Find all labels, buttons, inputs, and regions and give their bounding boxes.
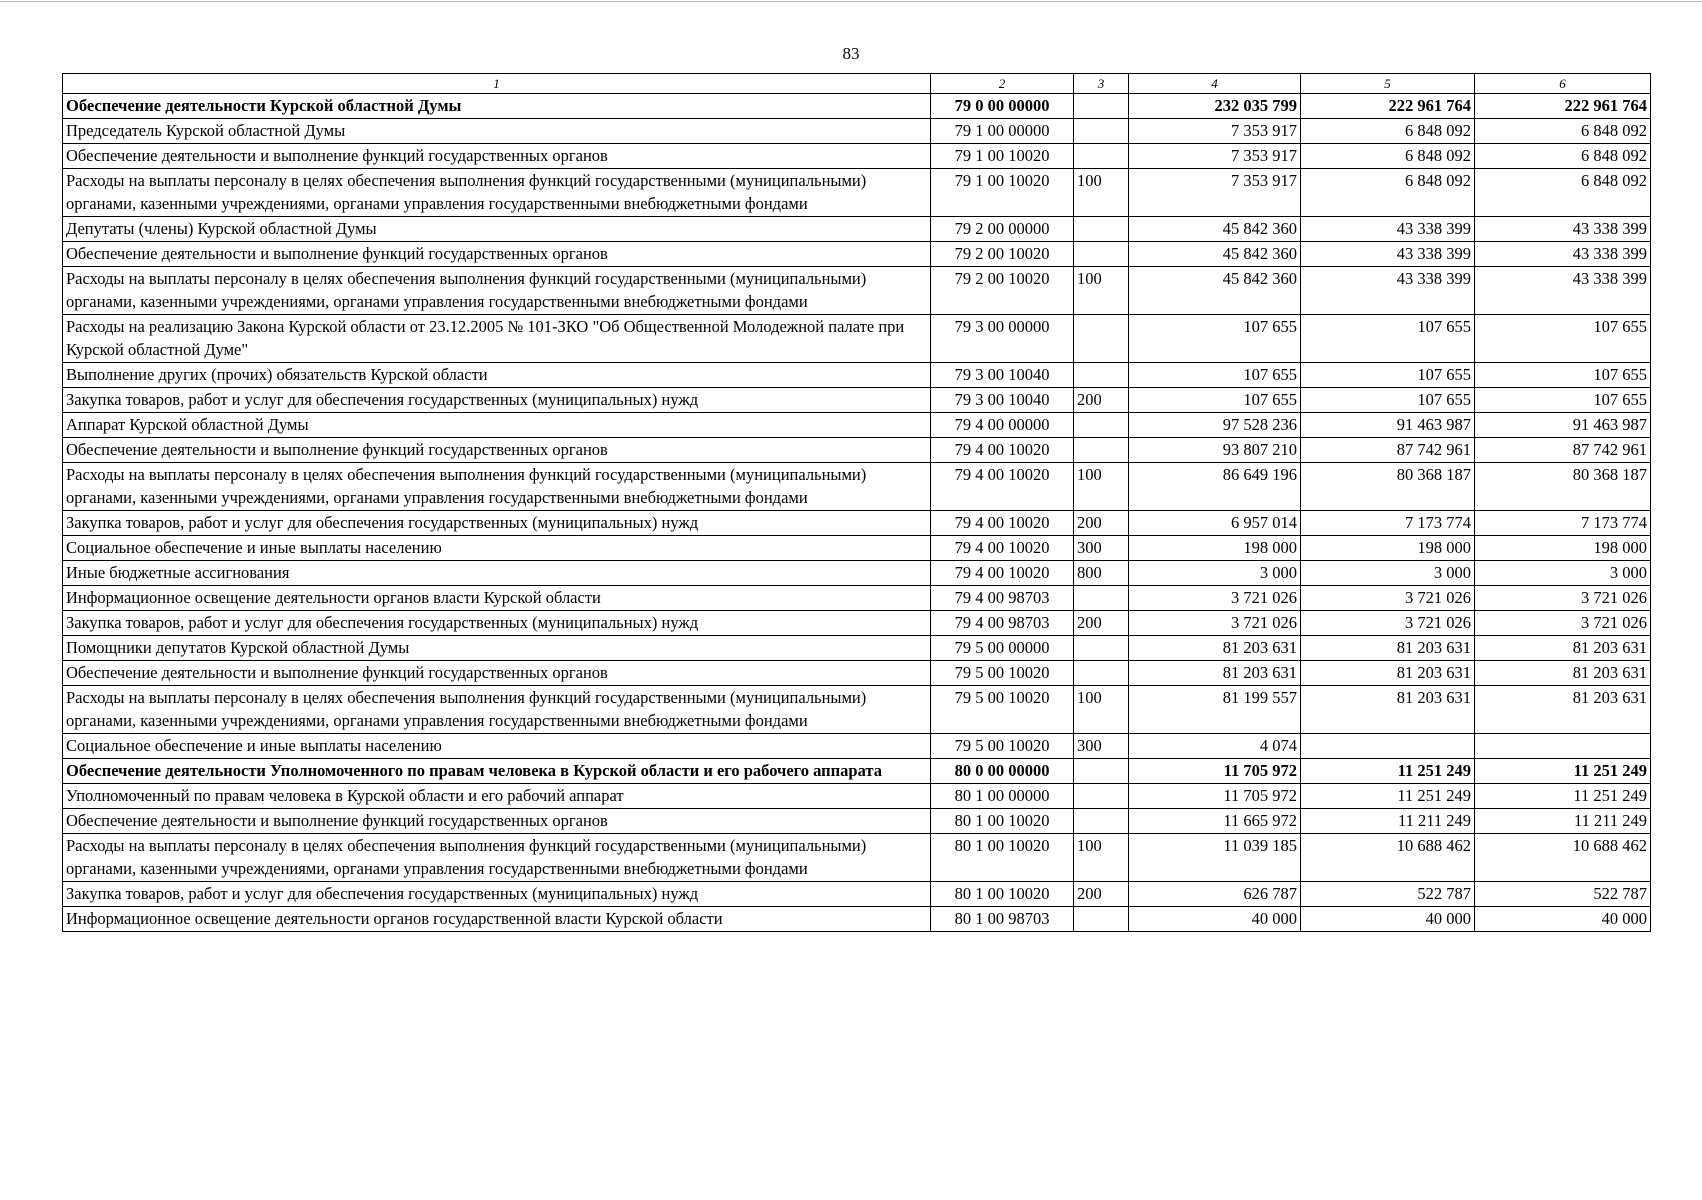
- column-header-4: 4: [1129, 74, 1301, 94]
- row-value-col5-cell: 43 338 399: [1301, 217, 1475, 242]
- row-value-col6-cell: 222 961 764: [1475, 94, 1651, 119]
- row-value-col4-cell: 3 000: [1129, 561, 1301, 586]
- row-value-col4-cell: 7 353 917: [1129, 119, 1301, 144]
- row-name-cell: Обеспечение деятельности Уполномоченного по правам человека в Курской области и его рабочего аппарата: [63, 759, 931, 784]
- table-row: [63, 388, 1651, 413]
- row-name-cell: Закупка товаров, работ и услуг для обеспечения государственных (муниципальных) нужд: [63, 388, 931, 413]
- row-name-cell: Расходы на выплаты персоналу в целях обеспечения выполнения функций государственными (муниципальными) органами, казенными учреждениями, органами управления государственными внебюджетными фондами: [63, 463, 931, 511]
- row-name-cell: Закупка товаров, работ и услуг для обеспечения государственных (муниципальных) нужд: [63, 511, 931, 536]
- row-value-col5-cell: 10 688 462: [1301, 834, 1475, 882]
- column-number-header-row: [63, 74, 1651, 94]
- table-body: [63, 74, 1651, 932]
- row-type-cell: 800: [1074, 561, 1129, 586]
- table-row: [63, 536, 1651, 561]
- table-row: [63, 882, 1651, 907]
- row-type-cell: [1074, 144, 1129, 169]
- row-value-col6-cell: 7 173 774: [1475, 511, 1651, 536]
- row-name-cell: Депутаты (члены) Курской областной Думы: [63, 217, 931, 242]
- row-value-col4-cell: 11 665 972: [1129, 809, 1301, 834]
- row-value-col6-cell: [1475, 734, 1651, 759]
- row-value-col6-cell: 87 742 961: [1475, 438, 1651, 463]
- row-value-col4-cell: 107 655: [1129, 363, 1301, 388]
- row-name-cell: Обеспечение деятельности Курской областной Думы: [63, 94, 931, 119]
- row-value-col5-cell: 107 655: [1301, 363, 1475, 388]
- row-value-col6-cell: 10 688 462: [1475, 834, 1651, 882]
- row-value-col5-cell: 81 203 631: [1301, 661, 1475, 686]
- row-value-col6-cell: 6 848 092: [1475, 119, 1651, 144]
- row-value-col4-cell: 232 035 799: [1129, 94, 1301, 119]
- table-row: [63, 144, 1651, 169]
- row-value-col5-cell: 87 742 961: [1301, 438, 1475, 463]
- row-value-col6-cell: 91 463 987: [1475, 413, 1651, 438]
- row-name-cell: Расходы на выплаты персоналу в целях обеспечения выполнения функций государственными (муниципальными) органами, казенными учреждениями, органами управления государственными внебюджетными фондами: [63, 834, 931, 882]
- row-value-col5-cell: 107 655: [1301, 315, 1475, 363]
- row-value-col5-cell: 91 463 987: [1301, 413, 1475, 438]
- row-value-col6-cell: 43 338 399: [1475, 242, 1651, 267]
- row-value-col6-cell: 11 251 249: [1475, 759, 1651, 784]
- row-code-cell: 79 0 00 00000: [931, 94, 1074, 119]
- table-row: [63, 661, 1651, 686]
- budget-table: [62, 73, 1651, 932]
- row-code-cell: 79 4 00 98703: [931, 586, 1074, 611]
- row-code-cell: 80 1 00 00000: [931, 784, 1074, 809]
- table-row: [63, 784, 1651, 809]
- row-name-cell: Обеспечение деятельности и выполнение функций государственных органов: [63, 438, 931, 463]
- row-type-cell: [1074, 661, 1129, 686]
- table-row: [63, 834, 1651, 882]
- table-row: [63, 734, 1651, 759]
- row-name-cell: Иные бюджетные ассигнования: [63, 561, 931, 586]
- row-value-col4-cell: 11 705 972: [1129, 784, 1301, 809]
- row-value-col4-cell: 93 807 210: [1129, 438, 1301, 463]
- row-type-cell: 100: [1074, 686, 1129, 734]
- scan-artifact-line: [0, 1, 1702, 2]
- row-value-col4-cell: 7 353 917: [1129, 144, 1301, 169]
- table-row: [63, 611, 1651, 636]
- row-type-cell: [1074, 438, 1129, 463]
- row-value-col4-cell: 81 203 631: [1129, 636, 1301, 661]
- row-name-cell: Обеспечение деятельности и выполнение функций государственных органов: [63, 661, 931, 686]
- page-number: 83: [842, 44, 860, 63]
- row-name-cell: Социальное обеспечение и иные выплаты населению: [63, 734, 931, 759]
- row-name-cell: Выполнение других (прочих) обязательств Курской области: [63, 363, 931, 388]
- row-name-cell: Обеспечение деятельности и выполнение функций государственных органов: [63, 809, 931, 834]
- row-value-col4-cell: 81 203 631: [1129, 661, 1301, 686]
- row-type-cell: [1074, 119, 1129, 144]
- table-row: [63, 636, 1651, 661]
- row-value-col4-cell: 198 000: [1129, 536, 1301, 561]
- row-type-cell: 100: [1074, 834, 1129, 882]
- row-value-col5-cell: 11 251 249: [1301, 784, 1475, 809]
- row-value-col5-cell: 81 203 631: [1301, 686, 1475, 734]
- row-name-cell: Помощники депутатов Курской областной Думы: [63, 636, 931, 661]
- row-value-col5-cell: 222 961 764: [1301, 94, 1475, 119]
- row-value-col4-cell: 45 842 360: [1129, 267, 1301, 315]
- row-name-cell: Закупка товаров, работ и услуг для обеспечения государственных (муниципальных) нужд: [63, 882, 931, 907]
- table-row: [63, 217, 1651, 242]
- row-code-cell: 79 1 00 00000: [931, 119, 1074, 144]
- row-value-col5-cell: 7 173 774: [1301, 511, 1475, 536]
- row-value-col6-cell: 3 000: [1475, 561, 1651, 586]
- row-code-cell: 79 4 00 00000: [931, 413, 1074, 438]
- row-code-cell: 79 5 00 10020: [931, 734, 1074, 759]
- table-row: [63, 315, 1651, 363]
- column-header-1: 1: [63, 74, 931, 94]
- row-value-col5-cell: 11 251 249: [1301, 759, 1475, 784]
- section-total-row: [63, 759, 1651, 784]
- row-code-cell: 80 1 00 10020: [931, 809, 1074, 834]
- row-type-cell: 100: [1074, 169, 1129, 217]
- row-value-col5-cell: 81 203 631: [1301, 636, 1475, 661]
- row-code-cell: 79 1 00 10020: [931, 169, 1074, 217]
- row-type-cell: [1074, 586, 1129, 611]
- row-code-cell: 79 2 00 10020: [931, 242, 1074, 267]
- row-code-cell: 79 5 00 00000: [931, 636, 1074, 661]
- row-code-cell: 79 4 00 10020: [931, 511, 1074, 536]
- row-code-cell: 79 4 00 10020: [931, 463, 1074, 511]
- row-value-col4-cell: 3 721 026: [1129, 586, 1301, 611]
- row-name-cell: Обеспечение деятельности и выполнение функций государственных органов: [63, 144, 931, 169]
- column-header-6: 6: [1475, 74, 1651, 94]
- row-value-col4-cell: 107 655: [1129, 315, 1301, 363]
- row-value-col4-cell: 81 199 557: [1129, 686, 1301, 734]
- row-value-col5-cell: [1301, 734, 1475, 759]
- row-type-cell: [1074, 94, 1129, 119]
- row-name-cell: Закупка товаров, работ и услуг для обеспечения государственных (муниципальных) нужд: [63, 611, 931, 636]
- row-code-cell: 79 4 00 98703: [931, 611, 1074, 636]
- row-value-col5-cell: 40 000: [1301, 907, 1475, 932]
- row-value-col4-cell: 97 528 236: [1129, 413, 1301, 438]
- table-row: [63, 586, 1651, 611]
- row-type-cell: 100: [1074, 267, 1129, 315]
- row-type-cell: [1074, 242, 1129, 267]
- row-code-cell: 80 1 00 10020: [931, 834, 1074, 882]
- table-row: [63, 413, 1651, 438]
- row-code-cell: 79 3 00 10040: [931, 388, 1074, 413]
- row-name-cell: Расходы на выплаты персоналу в целях обеспечения выполнения функций государственными (муниципальными) органами, казенными учреждениями, органами управления государственными внебюджетными фондами: [63, 169, 931, 217]
- row-value-col5-cell: 6 848 092: [1301, 144, 1475, 169]
- row-code-cell: 79 3 00 10040: [931, 363, 1074, 388]
- row-name-cell: Расходы на выплаты персоналу в целях обеспечения выполнения функций государственными (муниципальными) органами, казенными учреждениями, органами управления государственными внебюджетными фондами: [63, 267, 931, 315]
- table-row: [63, 809, 1651, 834]
- row-type-cell: 200: [1074, 882, 1129, 907]
- row-code-cell: 79 4 00 10020: [931, 561, 1074, 586]
- row-name-cell: Уполномоченный по правам человека в Курской области и его рабочий аппарат: [63, 784, 931, 809]
- row-value-col5-cell: 43 338 399: [1301, 242, 1475, 267]
- row-type-cell: 100: [1074, 463, 1129, 511]
- row-value-col4-cell: 45 842 360: [1129, 242, 1301, 267]
- column-header-2: 2: [931, 74, 1074, 94]
- row-value-col6-cell: 3 721 026: [1475, 611, 1651, 636]
- table-row: [63, 119, 1651, 144]
- row-value-col6-cell: 43 338 399: [1475, 217, 1651, 242]
- row-value-col5-cell: 522 787: [1301, 882, 1475, 907]
- table-row: [63, 686, 1651, 734]
- row-name-cell: Информационное освещение деятельности органов государственной власти Курской области: [63, 907, 931, 932]
- section-total-row: [63, 94, 1651, 119]
- row-value-col4-cell: 11 039 185: [1129, 834, 1301, 882]
- row-code-cell: 80 0 00 00000: [931, 759, 1074, 784]
- row-value-col6-cell: 11 251 249: [1475, 784, 1651, 809]
- row-name-cell: Расходы на выплаты персоналу в целях обеспечения выполнения функций государственными (муниципальными) органами, казенными учреждениями, органами управления государственными внебюджетными фондами: [63, 686, 931, 734]
- row-name-cell: Расходы на реализацию Закона Курской области от 23.12.2005 № 101-ЗКО "Об Общественной Молодежной палате при Курской областной Думе": [63, 315, 931, 363]
- row-type-cell: [1074, 759, 1129, 784]
- table-row: [63, 242, 1651, 267]
- row-value-col4-cell: 3 721 026: [1129, 611, 1301, 636]
- row-value-col6-cell: 43 338 399: [1475, 267, 1651, 315]
- row-code-cell: 79 2 00 00000: [931, 217, 1074, 242]
- row-value-col6-cell: 3 721 026: [1475, 586, 1651, 611]
- row-value-col5-cell: 11 211 249: [1301, 809, 1475, 834]
- row-value-col4-cell: 626 787: [1129, 882, 1301, 907]
- row-value-col6-cell: 107 655: [1475, 315, 1651, 363]
- row-value-col5-cell: 80 368 187: [1301, 463, 1475, 511]
- row-value-col5-cell: 107 655: [1301, 388, 1475, 413]
- table-row: [63, 463, 1651, 511]
- row-code-cell: 79 1 00 10020: [931, 144, 1074, 169]
- row-code-cell: 79 3 00 00000: [931, 315, 1074, 363]
- row-name-cell: Социальное обеспечение и иные выплаты населению: [63, 536, 931, 561]
- row-code-cell: 79 5 00 10020: [931, 686, 1074, 734]
- row-value-col6-cell: 198 000: [1475, 536, 1651, 561]
- row-value-col6-cell: 81 203 631: [1475, 661, 1651, 686]
- row-type-cell: [1074, 636, 1129, 661]
- table-row: [63, 907, 1651, 932]
- row-value-col5-cell: 3 721 026: [1301, 611, 1475, 636]
- row-value-col6-cell: 40 000: [1475, 907, 1651, 932]
- row-value-col6-cell: 107 655: [1475, 363, 1651, 388]
- table-row: [63, 169, 1651, 217]
- row-value-col4-cell: 11 705 972: [1129, 759, 1301, 784]
- row-value-col4-cell: 40 000: [1129, 907, 1301, 932]
- row-type-cell: 200: [1074, 611, 1129, 636]
- row-value-col6-cell: 6 848 092: [1475, 169, 1651, 217]
- row-value-col5-cell: 6 848 092: [1301, 169, 1475, 217]
- row-value-col4-cell: 45 842 360: [1129, 217, 1301, 242]
- row-type-cell: 300: [1074, 734, 1129, 759]
- row-value-col5-cell: 3 721 026: [1301, 586, 1475, 611]
- row-type-cell: [1074, 217, 1129, 242]
- table-row: [63, 561, 1651, 586]
- row-value-col6-cell: 522 787: [1475, 882, 1651, 907]
- row-type-cell: 200: [1074, 511, 1129, 536]
- row-value-col6-cell: 80 368 187: [1475, 463, 1651, 511]
- row-value-col5-cell: 6 848 092: [1301, 119, 1475, 144]
- row-type-cell: [1074, 907, 1129, 932]
- table-row: [63, 267, 1651, 315]
- row-value-col4-cell: 86 649 196: [1129, 463, 1301, 511]
- row-type-cell: 300: [1074, 536, 1129, 561]
- row-name-cell: Председатель Курской областной Думы: [63, 119, 931, 144]
- row-value-col5-cell: 198 000: [1301, 536, 1475, 561]
- row-type-cell: [1074, 784, 1129, 809]
- row-code-cell: 80 1 00 98703: [931, 907, 1074, 932]
- row-code-cell: 79 5 00 10020: [931, 661, 1074, 686]
- row-code-cell: 79 4 00 10020: [931, 438, 1074, 463]
- row-name-cell: Обеспечение деятельности и выполнение функций государственных органов: [63, 242, 931, 267]
- row-type-cell: [1074, 315, 1129, 363]
- table-row: [63, 511, 1651, 536]
- row-name-cell: Аппарат Курской областной Думы: [63, 413, 931, 438]
- row-type-cell: [1074, 809, 1129, 834]
- row-code-cell: 79 4 00 10020: [931, 536, 1074, 561]
- row-type-cell: [1074, 363, 1129, 388]
- row-value-col6-cell: 81 203 631: [1475, 686, 1651, 734]
- row-code-cell: 80 1 00 10020: [931, 882, 1074, 907]
- row-value-col5-cell: 43 338 399: [1301, 267, 1475, 315]
- row-value-col5-cell: 3 000: [1301, 561, 1475, 586]
- column-header-5: 5: [1301, 74, 1475, 94]
- row-value-col6-cell: 107 655: [1475, 388, 1651, 413]
- row-value-col4-cell: 107 655: [1129, 388, 1301, 413]
- row-value-col6-cell: 6 848 092: [1475, 144, 1651, 169]
- row-type-cell: 200: [1074, 388, 1129, 413]
- row-value-col6-cell: 11 211 249: [1475, 809, 1651, 834]
- row-value-col6-cell: 81 203 631: [1475, 636, 1651, 661]
- table-row: [63, 363, 1651, 388]
- row-value-col4-cell: 7 353 917: [1129, 169, 1301, 217]
- row-code-cell: 79 2 00 10020: [931, 267, 1074, 315]
- row-value-col4-cell: 6 957 014: [1129, 511, 1301, 536]
- table-row: [63, 438, 1651, 463]
- column-header-3: 3: [1074, 74, 1129, 94]
- row-type-cell: [1074, 413, 1129, 438]
- row-name-cell: Информационное освещение деятельности органов власти Курской области: [63, 586, 931, 611]
- row-value-col4-cell: 4 074: [1129, 734, 1301, 759]
